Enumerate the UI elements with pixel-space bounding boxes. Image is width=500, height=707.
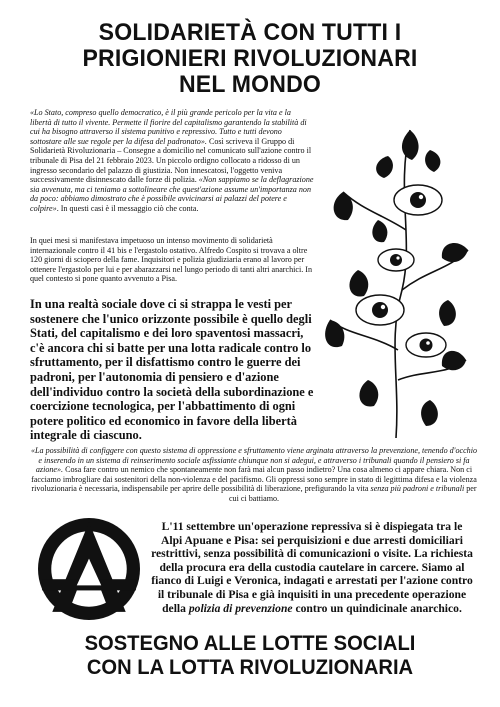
intro-quote-2: «Non sappiamo se la deflagrazione sia avvenuta, ma ci teniamo a sottolineare che quest'azione assume un'importanza non da poco: abbiamo dimostrato che è possibile avvicinarsi ai palazzi del potere e colpire» — [30, 175, 314, 213]
violence-quote: «La possibilità di configgere con questo sistema di oppressione e sfruttamento viene arginata attraverso la prevenzione, tenendo d'occhio e inserendo in un sistema di reinserimento sociale asfissiante chiunque non si adegui, e attraverso i tribunali quando il pensiero si fa azione». — [30, 446, 478, 475]
title-line-3: NEL MONDO — [178, 71, 322, 98]
violence-tail: per cui ci battiamo. — [228, 484, 477, 503]
plant-with-eyes-illustration — [318, 120, 478, 440]
september-operation-paragraph — [150, 520, 474, 615]
footer-line-1: SOSTEGNO ALLE LOTTE SOCIALI — [84, 632, 416, 655]
violence-text: Cosa fare contro un nemico che spontaneamente non farà mai alcun passo indietro? Una cosa almeno ci appare chiara. Non ci facciamo imbrogliare dai sostenitori della non-violenza e del pacifismo. Gli oppressi sono sempre in stato di legittima difesa e la violenza rivoluzionaria è necessaria, indispensabile per aprire delle possibilità di liberazione, prefigurando la vita — [31, 465, 477, 494]
footer-line-2: CON LA LOTTA RIVOLUZIONARIA — [86, 656, 414, 679]
poster-title — [29, 20, 471, 98]
title-line-2: PRIGIONIERI RIVOLUZIONARI — [82, 45, 418, 72]
violence-paragraph — [30, 446, 478, 504]
intro-paragraph — [30, 108, 314, 214]
title-line-1: SOLIDARIETÀ CON TUTTI I — [98, 19, 402, 46]
september-italic: polizia di prevenzione — [188, 601, 293, 615]
september-text-1: L'11 settembre un'operazione repressiva si è dispiegata tra le Alpi Apuane e Pisa: sei perquisizioni e due arresti domiciliari restrittivi, senza possibilità di comunicazioni o visite. La richiesta della procura era della custodia cautelare in carcere. Siamo al fianco di Luigi e Veronica, indagati e arrestati per l'azione contro il tribunale di Pisa e già inquisiti in una precedente operazione della — [151, 520, 473, 615]
footer-slogan — [29, 632, 471, 680]
september-text-2: contro un quindicinale anarchico. — [292, 601, 462, 615]
intro-text-1: Così scriveva il Gruppo di Solidarietà Rivoluzionaria – Consegne a domicilio nel comunicato sull'azione contro il tribunale di Pisa del 21 febbraio 2023. Un piccolo ordigno collocato a ridosso di un ingresso secondario del palazzo di giustizia. Non innescatosi, l'oggetto veniva successivamente disinnescato dalle forze di polizia. — [30, 136, 312, 185]
intro-text-2: . In questi casi è il messaggio ciò che conta. — [56, 203, 199, 213]
circle-a-anarchy-icon — [38, 518, 140, 620]
intro-quote: «Lo Stato, compreso quello democratico, è il più grande pericolo per la vita e la libertà di tutto il vivente. Permette il fiorire del capitalismo garantendo la stabilità di cui ha bisogno attraverso il sistema punitivo e repressivo. Tutto e tutti devono sottostare alle sue regole per la difesa del padronato». — [30, 108, 307, 146]
hunger-strike-paragraph: In quei mesi si manifestava impetuoso un intenso movimento di solidarietà internazionale contro il 41 bis e l'ergastolo ostativo. Alfredo Cospito si trovava a oltre 120 giorni di sciopero della fame. Inquisitori e polizia giudiziaria erano al lavoro per ottenere l'ergastolo per lui e per abarazzarsi nel lungo periodo di tanti altri anarchici. In quel contesto si pone quanto avvenuto a Pisa. — [30, 236, 313, 284]
violence-italic-end: senza più padroni e tribunali — [370, 484, 465, 494]
main-bold-statement: In una realtà sociale dove ci si strappa le vesti per sostenere che l'unico orizzonte possibile è quello degli Stati, del capitalismo e dei loro spaventosi massacri, c'è ancora chi si batte per una lotta radicale contro lo sfruttamento, per il disfattismo contro le guerre dei padroni, per l'autonomia di pensiero e d'azione dell'individuo contro la società della subordinazione e coercizione tecnologica, per l'abbattimento di ogni potere politico ed economico in favore della libertà integrale di ciascuno. — [30, 297, 314, 443]
